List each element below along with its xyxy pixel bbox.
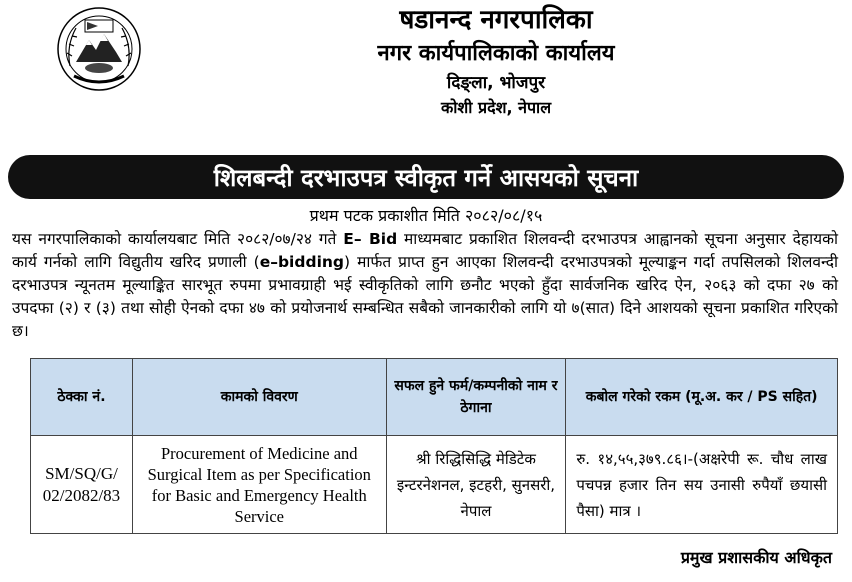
office-name: नगर कार्यपालिकाको कार्यालय	[377, 41, 615, 66]
address-line-1: दिङ्ला, भोजपुर	[446, 73, 546, 93]
notice-text-1: यस नगरपालिकाको कार्यालयबाट मिति २०८२/०७/२४ गते	[12, 230, 344, 248]
notice-title-banner: शिलबन्दी दरभाउपत्र स्वीकृत गर्ने आसयको सूचना	[8, 155, 844, 199]
nepal-emblem-icon	[56, 6, 142, 92]
header-amount: कबोल गरेको रकम (मू.अ. कर / PS सहित)	[566, 359, 838, 436]
table-header-row	[31, 359, 838, 436]
cell-description: Procurement of Medicine and Surgical Item as per Specification for Basic and Emergency Health Service	[132, 436, 386, 534]
signature-title: प्रमुख प्रशासकीय अधिकृत	[680, 548, 832, 567]
award-table	[30, 358, 838, 534]
notice-body	[12, 228, 838, 343]
notice-text-3: ) मार्फत प्राप्त हुन आएका शिलवन्दी दरभाउपत्रको मूल्याङ्कन गर्दा तपसिलको शिलवन्दी दरभाउपत्र न्यूनतम मूल्याङ्कित सारभूत रुपमा प्रभावग्राही भई स्वीकृतिको लागि छनौट भएको हुँदा सार्वजनिक खरिद ऐन, २०६३ को दफा २७ को उपदफा (२) र (३) तथा सोही ऐनको दफा ४७ को प्रयोजनार्थ सम्बन्धित सबैको जानकारीको लागि यो ७(सात) दिने आशयको सूचना प्रकाशित गरिएको छ।	[12, 253, 838, 340]
org-name: षडानन्द नगरपालिका	[399, 5, 593, 35]
publication-date: प्रथम पटक प्रकाशीत मिति २०८२/०८/१५	[309, 206, 543, 225]
address-line-2: कोशी प्रदेश, नेपाल	[440, 98, 552, 117]
notice-bold-1: E– Bid	[343, 230, 398, 248]
notice-bold-2: e–bidding	[259, 253, 345, 271]
letterhead	[150, 2, 832, 120]
header-firm: सफल हुने फर्म/कम्पनीको नाम र ठेगाना	[386, 359, 566, 436]
notice-text-2: माध्यमबाट प्रकाशित शिलवन्दी दरभाउपत्र आह्वानको सूचना अनुसार देहायको कार्य गर्नको लागि विद्युतीय खरिद प्रणाली (	[12, 230, 838, 271]
header-description: कामको विवरण	[132, 359, 386, 436]
cell-amount: रु. १४,५५,३७९.८६।-(अक्षरेपी रू. चौध लाख पचपन्न हजार तिन सय उनासी रुपैयाँ छयासी पैसा) मात्र ।	[566, 436, 838, 534]
header-contract-no: ठेक्का नं.	[31, 359, 133, 436]
table-row	[31, 436, 838, 534]
cell-firm: श्री रिद्धिसिद्धि मेडिटेक इन्टरनेशनल, इटहरी, सुनसरी, नेपाल	[386, 436, 566, 534]
cell-contract-no: SM/SQ/G/ 02/2082/83	[31, 436, 133, 534]
